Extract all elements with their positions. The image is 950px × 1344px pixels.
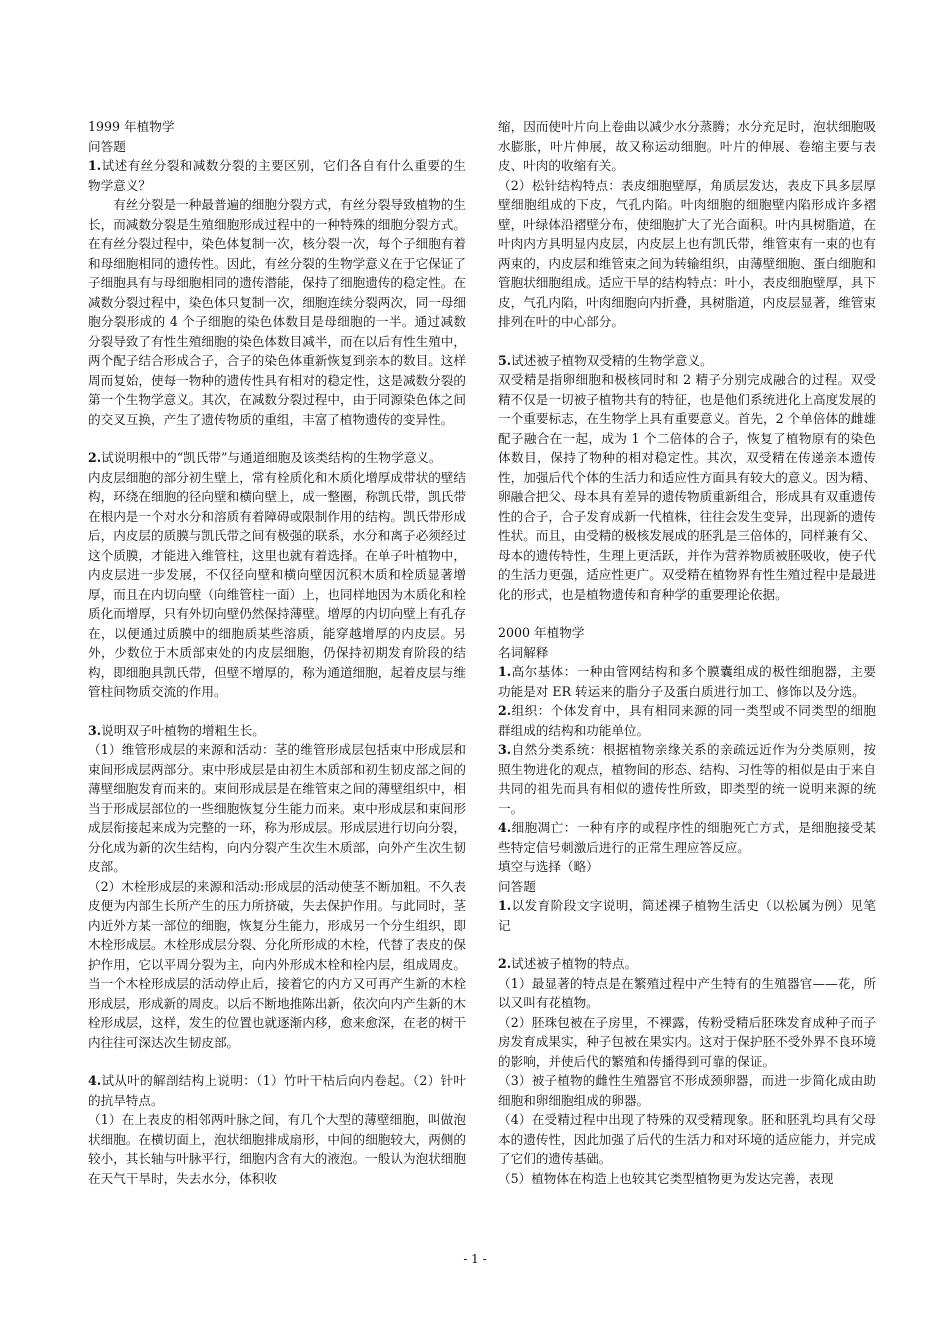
question-number: 4. — [88, 1073, 102, 1088]
question-number: 2. — [88, 450, 102, 465]
paragraph-text: 组织：个体发育中，具有相同来源的同一类型或不同类型的细胞群组成的结构和功能单位。 — [498, 703, 876, 738]
paragraph-text: （2）松针结构特点：表皮细胞壁厚，角质层发达，表皮下具多层厚壁细胞组成的下皮，气孔内陷。叶肉细胞的细胞壁内陷形成许多褶壁，叶绿体沿褶壁分布，使细胞扩大了光合面积。叶内具树脂道，在叶肉内方具明显内皮层，内皮层上也有凯氏带，维管束有一束的也有两束的，内皮层和维管束之间为转输组织，由薄壁细胞、蛋白细胞和管胞状细胞组成。适应干旱的结构特点：叶小，表皮细胞壁厚，具下皮，气孔内陷，叶肉细胞向内折叠，具树脂道，内皮层显著，维管束排列在叶的中心部分。 — [498, 177, 876, 329]
question-heading — [498, 662, 876, 701]
paragraph — [498, 117, 876, 176]
paragraph-text: （1）最显著的特点是在繁殖过程中产生特有的生殖器官——花，所以又叫有花植物。 — [498, 975, 876, 1010]
paragraph-text: 内皮层细胞的部分初生壁上，常有栓质化和木质化增厚成带状的壁结构，环绕在细胞的径向壁和横向壁上，成一整圈，称凯氏带，凯氏带在根内是一个对水分和溶质有着障碍或限制作用的结构。凯氏带形成后，内皮层的质膜与凯氏带之间有极强的联系，水分和离子必须经过这个质膜，才能进入维管柱，这里也就有着选择。在单子叶植物中，内皮层进一步发展，不仅径向壁和横向壁因沉积木质和栓质显著增厚，而且在内切向壁（向维管柱一面）上，也同样地因为木质化和栓质化而增厚，只有外切向壁仍然保持薄壁。增厚的内切向壁上有孔存在，以便通过质膜中的细胞质某些溶质，能穿越增厚的内皮层。另外，少数位于木质部束处的内皮层细胞，仍保持初期发育阶段的结构，即细胞具凯氏带，但壁不增厚的，称为通道细胞，起着皮层与维管柱间物质交流的作用。 — [88, 469, 466, 699]
question-heading — [88, 448, 466, 468]
paragraph-text: 细胞凋亡：一种有序的或程序性的细胞死亡方式，是细胞接受某些特定信号刺激后进行的正常生理应答反应。 — [498, 820, 876, 855]
paragraph — [498, 1071, 876, 1110]
question-number: 1. — [498, 664, 512, 679]
question-number: 4. — [498, 820, 512, 835]
question-number: 2. — [498, 703, 512, 718]
question-heading — [498, 954, 876, 974]
paragraph — [88, 468, 466, 702]
paragraph — [498, 1169, 876, 1189]
paragraph — [498, 176, 876, 332]
paragraph-text: 1999 年植物学 — [88, 119, 175, 134]
paragraph-text: 有丝分裂是一种最普遍的细胞分裂方式，有丝分裂导致植物的生长，而减数分裂是生殖细胞形成过程中的一种特殊的细胞分裂方式。在有丝分裂过程中，染色体复制一次，核分裂一次，每个子细胞有着和母细胞相同的遗传性。因此，有丝分裂的生物学意义在于它保证了子细胞具有与母细胞相同的遗传潜能，保持了细胞遗传的稳定性。在减数分裂过程中，染色体只复制一次，细胞连续分裂两次，同一母细胞分裂形成的 4 个子细胞的染色体数目是母细胞的一半。通过减数分裂导致了有性生殖细胞的染色体数目减半，而在以后有性生殖中，两个配子结合形成合子，合子的染色体重新恢复到亲本的数目。这样周而复始，使每一物种的遗传性具有相对的稳定性，这是减数分裂的第一个生物学意义。其次，在减数分裂过程中，由于同源染色体之间的交叉互换，产生了遗传物质的重组，丰富了植物遗传的变异性。 — [88, 197, 466, 427]
question-number: 1. — [88, 158, 102, 173]
page-number: - 1 - — [463, 1252, 487, 1266]
question-heading — [498, 896, 876, 935]
question-number: 1. — [498, 898, 512, 913]
question-heading — [498, 818, 876, 857]
paragraph — [498, 623, 876, 643]
paragraph-text: （1）维管形成层的来源和活动：茎的维管形成层包括束中形成层和束间形成层两部分。束中形成层是由初生木质部和初生韧皮部之间的薄壁细胞发育而来的。束间形成层是在维管束之间的薄壁组织中，相当于形成层部位的一些细胞恢复分生能力而来。束中形成层和束间形成层衔接起来成为完整的一环，称为形成层。形成层进行切向分裂，分化成为新的次生结构，向内分裂产生次生木质部，向外产生次生韧皮部。 — [88, 742, 466, 874]
paragraph-gap — [498, 332, 876, 351]
paragraph-text: 以发育阶段文字说明，简述裸子植物生活史（以松属为例）见笔记 — [498, 898, 876, 933]
paragraph-text: （4）在受精过程中出现了特殊的双受精现象。胚和胚乳均具有父母本的遗传性，因此加强了后代的生活力和对环境的适应能力，并完成了它们的遗传基础。 — [498, 1112, 876, 1166]
paragraph-text: 自然分类系统：根据植物亲缘关系的亲疏远近作为分类原则，按照生物进化的观点，植物间的形态、结构、习性等的相似是由于来自共同的祖先而具有相似的遗传性所致，即类型的统一说明来源的统一。 — [498, 742, 876, 816]
paragraph-gap — [498, 604, 876, 623]
paragraph-text: 名词解释 — [498, 644, 549, 660]
paragraph-text: （1）在上表皮的相邻两叶脉之间，有几个大型的薄壁细胞，叫做泡状细胞。在横切面上，泡状细胞排成扇形，中间的细胞较大，两侧的较小，其长轴与叶脉平行，细胞内含有大的液泡。一般认为泡状细胞在天气干旱时，失去水分，体积收 — [88, 1112, 466, 1186]
paragraph-text: 问答题 — [88, 138, 126, 154]
question-number: 3. — [498, 742, 512, 757]
paragraph-text: 问答题 — [498, 878, 536, 894]
paragraph — [498, 1110, 876, 1169]
paragraph-text: 缩，因而使叶片向上卷曲以减少水分蒸腾；水分充足时，泡状细胞吸水膨胀，叶片伸展，故又称运动细胞。叶片的伸展、卷缩主要与表皮、叶肉的收缩有关。 — [498, 119, 876, 173]
question-heading — [498, 351, 876, 371]
paragraph-text: 2000 年植物学 — [498, 625, 585, 640]
paragraph-gap — [498, 935, 876, 954]
paragraph — [498, 1013, 876, 1072]
question-number: 3. — [88, 722, 102, 738]
paragraph-text: 试述有丝分裂和减数分裂的主要区别，它们各自有什么重要的生物学意义？ — [88, 158, 466, 193]
paragraph — [498, 857, 876, 877]
paragraph — [88, 137, 466, 157]
paragraph-text: 试述被子植物双受精的生物学意义。 — [511, 352, 713, 368]
paragraph-text: （3）被子植物的雌性生殖器官不形成颈卵器，而进一步简化成由助细胞和卵细胞组成的卵器。 — [498, 1073, 876, 1108]
paragraph — [88, 740, 466, 877]
paragraph-text: （2）胚珠包被在子房里，不裸露，传粉受精后胚珠发育成种子而子房发育成果实，种子包被在果实内。这对于保护胚不受外界不良环境的影响，并使后代的繁殖和传播得到可靠的保证。 — [498, 1014, 876, 1069]
question-number: 5. — [498, 352, 512, 368]
question-number: 2. — [498, 956, 512, 971]
paragraph — [498, 643, 876, 663]
right-column — [498, 117, 876, 1188]
paragraph-text: 说明双子叶植物的增粗生长。 — [101, 722, 265, 738]
paragraph — [88, 1110, 466, 1188]
paragraph — [498, 877, 876, 897]
paragraph-text: 高尔基体：一种由管网结构和多个膜囊组成的极性细胞器，主要功能是对 ER 转运来的脂分子及蛋白质进行加工、修饰以及分选。 — [498, 664, 876, 699]
paragraph-text: 试从叶的解剖结构上说明：（1）竹叶干枯后向内卷起。（2）针叶的抗旱特点。 — [88, 1073, 466, 1108]
question-heading — [88, 721, 466, 741]
question-heading — [498, 740, 876, 818]
paragraph — [498, 370, 876, 604]
paragraph — [498, 974, 876, 1013]
question-heading — [88, 156, 466, 195]
paragraph-text: 试述被子植物的特点。 — [511, 956, 638, 971]
paragraph — [88, 877, 466, 1053]
paragraph-text: 试说明根中的“凯氏带”与通道细胞及该类结构的生物学意义。 — [101, 450, 442, 465]
paragraph-text: （5）植物体在构造上也较其它类型植物更为发达完善，表现 — [498, 1170, 834, 1186]
paragraph-gap — [88, 1052, 466, 1071]
paragraph-gap — [88, 429, 466, 448]
paragraph-text: （2）木栓形成层的来源和活动:形成层的活动使茎不断加粗。不久表皮便为内部生长所产生的压力所挤破，失去保护作用。与此同时，茎内近外方某一部位的细胞，恢复分生能力，形成另一个分生组织，即木栓形成层。木栓形成层分裂、分化所形成的木栓，代替了表皮的保护作用，它以平周分裂为主，向内外形成木栓和栓内层，组成周皮。当一个木栓形成层的活动停止后，接着它的内方又可再产生新的木栓形成层，形成新的周皮。以后不断地推陈出新，依次向内产生新的木栓形成层，这样，发生的位置也就逐渐内移，愈来愈深，在老的树干内往往可深达次生韧皮部。 — [88, 878, 466, 1050]
paragraph — [88, 195, 466, 429]
question-heading — [498, 701, 876, 740]
question-heading — [88, 1071, 466, 1110]
left-column — [88, 117, 466, 1188]
paragraph-text: 填空与选择（略） — [498, 859, 599, 874]
paragraph-gap — [88, 702, 466, 721]
paragraph — [88, 117, 466, 137]
paragraph-text: 双受精是指卵细胞和极核同时和 2 精子分别完成融合的过程。双受精不仅是一切被子植物共有的特征，也是他们系统进化上高度发展的一个重要标志，在生物学上具有重要意义。首先，2 个单倍体的雌雄配子融合在一起，成为 1 个二倍体的合子，恢复了植物原有的染色体数目，保持了物种的相对稳定性。其次，双受精在传递亲本遗传性，加强后代个体的生活力和适应性方面具有较大的意义。因为精、卵融合把父、母本具有差异的遗传物质重新组合，形成具有双重遗传性的合子，合子发育成新一代植株，往往会发生变异，出现新的遗传性状。而且，由受精的极核发展成的胚乳是三倍体的，同样兼有父、母本的遗传特性，生理上更活跃，并作为营养物质被胚吸收，使子代的生活力更强，适应性更广。双受精在植物界有性生殖过程中是最进化的形式，也是植物遗传和育种学的重要理论依据。 — [498, 372, 876, 602]
